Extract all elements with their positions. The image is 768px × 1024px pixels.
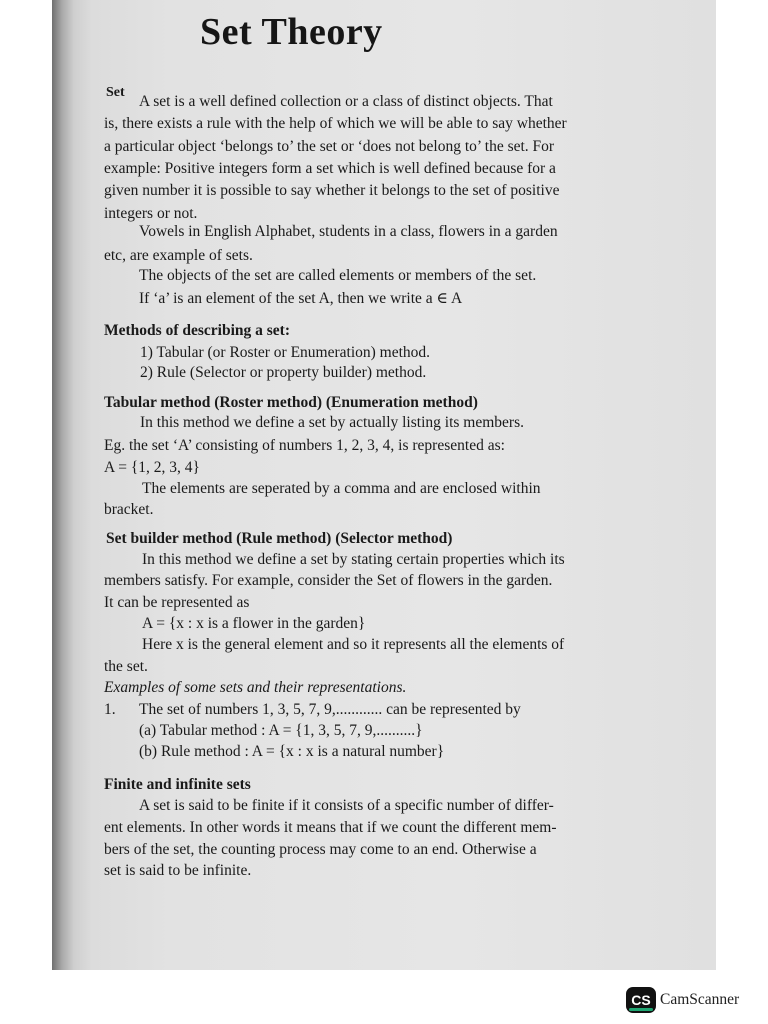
set-para1-line: a particular object ‘belongs to’ the set or ‘does not belong to’ the set. For [104, 138, 555, 155]
builder-line: In this method we define a set by stating certain properties which its [142, 551, 565, 568]
tabular-line: bracket. [104, 501, 154, 518]
finite-line: set is said to be infinite. [104, 862, 252, 879]
camscanner-watermark [626, 986, 739, 1014]
methods-heading: Methods of describing a set: [104, 322, 290, 339]
set-para1-line: given number it is possible to say whether it belongs to the set of positive [104, 182, 560, 199]
tabular-line: Eg. the set ‘A’ consisting of numbers 1, 2, 3, 4, is represented as: [104, 437, 505, 454]
builder-line: Here x is the general element and so it represents all the elements of [142, 636, 565, 653]
finite-line: A set is said to be finite if it consists of a specific number of differ- [139, 797, 554, 814]
tabular-line: A = {1, 2, 3, 4} [104, 459, 200, 476]
example1-number: 1. [104, 701, 116, 718]
builder-line: members satisfy. For example, consider the Set of flowers in the garden. [104, 572, 553, 589]
builder-line: It can be represented as [104, 594, 250, 611]
example1-text: The set of numbers 1, 3, 5, 7, 9,............ can be represented by [139, 701, 521, 718]
methods-item: 1) Tabular (or Roster or Enumeration) method. [140, 344, 431, 361]
set-para1-line: is, there exists a rule with the help of which we will be able to say whether [104, 115, 567, 132]
set-para1-line: A set is a well defined collection or a class of distinct objects. That [139, 93, 553, 110]
set-para2-line: etc, are example of sets. [104, 247, 253, 264]
set-para1-line: example: Positive integers form a set which is well defined because for a [104, 160, 556, 177]
finite-heading: Finite and infinite sets [104, 776, 251, 793]
tabular-heading: Tabular method (Roster method) (Enumeration method) [104, 394, 478, 411]
builder-line: A = {x : x is a flower in the garden} [142, 615, 366, 632]
finite-line: bers of the set, the counting process may come to an end. Otherwise a [104, 841, 537, 858]
examples-heading: Examples of some sets and their representations. [104, 679, 407, 696]
set-para2-line: Vowels in English Alphabet, students in a class, flowers in a garden [139, 223, 558, 240]
page-title: Set Theory [200, 11, 383, 53]
tabular-line: The elements are seperated by a comma and are enclosed within [142, 480, 541, 497]
finite-line: ent elements. In other words it means that if we count the different mem- [104, 819, 557, 836]
set-para4: If ‘a’ is an element of the set A, then we write a ∈ A [139, 290, 463, 307]
set-para3: The objects of the set are called elements or members of the set. [139, 267, 537, 284]
builder-line: the set. [104, 658, 148, 675]
example1-rule: (b) Rule method : A = {x : x is a natural number} [139, 743, 445, 760]
camscanner-logo-icon: CS [626, 987, 656, 1013]
example1-tabular: (a) Tabular method : A = {1, 3, 5, 7, 9,..........} [139, 722, 423, 739]
tabular-line: In this method we define a set by actually listing its members. [140, 414, 524, 431]
set-heading: Set [106, 85, 125, 100]
methods-item: 2) Rule (Selector or property builder) method. [140, 364, 427, 381]
camscanner-name: CamScanner [660, 991, 740, 1008]
builder-heading: Set builder method (Rule method) (Selector method) [106, 530, 453, 547]
set-para1-line: integers or not. [104, 205, 198, 222]
